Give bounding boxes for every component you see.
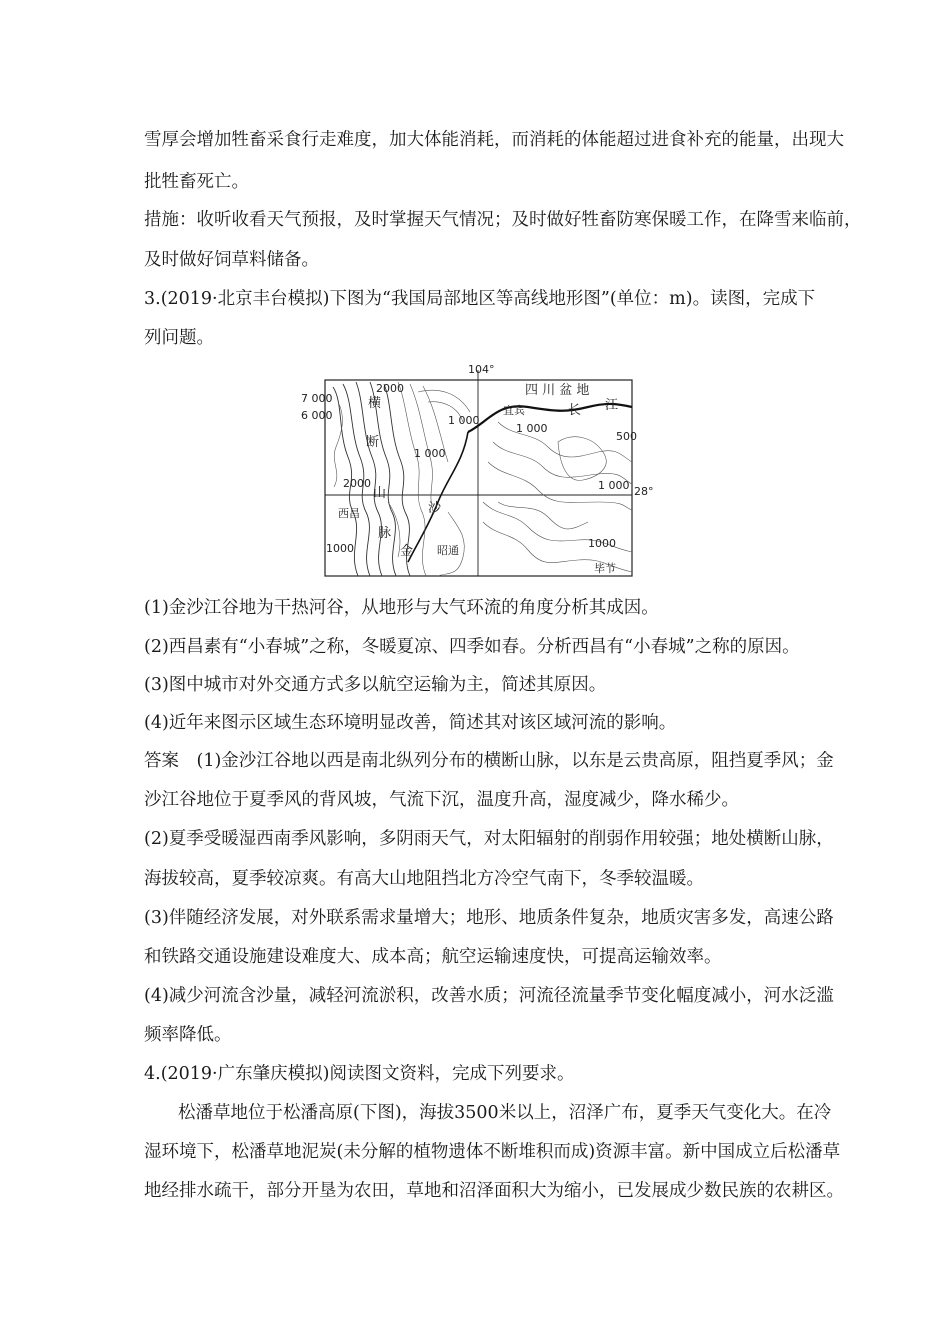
answer-line: 答案 (1)金沙江谷地以西是南北纵列分布的横断山脉，以东是云贵高原，阻挡夏季风；金 [144,751,834,771]
question-3-line: 3.(2019·北京丰台模拟)下图为“我国局部地区等高线地形图”(单位：m)。读图，完成下 [144,289,816,309]
paragraph-line: 批牲畜死亡。 [144,172,249,192]
answer-line: (4)减少河流含沙量，减轻河流淤积，改善水质；河流径流量季节变化幅度减小，河水泛滥 [144,986,834,1006]
sub-question-2: (2)西昌素有“小春城”之称，冬暖夏凉、四季如春。分析西昌有“小春城”之称的原因。 [144,637,800,657]
answer-line: (3)伴随经济发展，对外联系需求量增大；地形、地质条件复杂，地质灾害多发，高速公路 [144,908,834,928]
answer-line: (2)夏季受暖湿西南季风影响，多阴雨天气，对太阳辐射的削弱作用较强；地处横断山脉， [144,829,834,849]
map-label-sha: 沙 [428,501,442,516]
elevation-label: 1000 [326,542,354,555]
elevation-label: 1 000 [448,414,480,427]
elevation-label: 2000 [376,382,404,395]
answer-line: 沙江谷地位于夏季风的背风坡，气流下沉，温度升高，湿度减少，降水稀少。 [144,790,739,810]
reading-line: 地经排水疏干，部分开垦为农田，草地和沼泽面积大为缩小，已发展成少数民族的农耕区。 [144,1181,844,1201]
answer-line: 频率降低。 [144,1025,232,1045]
map-label-xichang: 西昌 [338,507,360,520]
question-3-line: 列问题。 [144,328,214,348]
sub-question-4: (4)近年来图示区域生态环境明显改善，简述其对该区域河流的影响。 [144,713,677,733]
map-label-basin: 四 川 盆 地 [525,383,590,398]
paragraph-line: 措施：收听收看天气预报，及时掌握天气情况；及时做好牲畜防寒保暖工作，在降雪来临前， [144,210,862,230]
elevation-label: 1 000 [414,447,446,460]
elevation-label: 500 [616,430,637,443]
elevation-label: 6 000 [301,409,333,422]
map-label-jiang: 江 [605,398,619,413]
elevation-label: 7 000 [301,392,333,405]
longitude-label: 104° [468,363,495,376]
map-label-chang: 长 [568,403,582,418]
reading-line: 湿环境下，松潘草地泥炭(未分解的植物遗体不断堆积而成)资源丰富。新中国成立后松潘草 [144,1142,841,1162]
sub-question-3: (3)图中城市对外交通方式多以航空运输为主，简述其原因。 [144,675,607,695]
elevation-label: 1 000 [516,422,548,435]
map-label-zhaotong: 昭通 [437,544,459,557]
latitude-label: 28° [634,485,654,498]
sub-question-1: (1)金沙江谷地为干热河谷，从地形与大气环流的角度分析其成因。 [144,598,659,618]
map-label-yibin: 宜宾 [503,404,525,417]
map-label-bijie: 毕节 [594,562,616,575]
paragraph-line: 雪厚会增加牲畜采食行走难度，加大体能消耗，而消耗的体能超过进食补充的能量，出现大 [144,130,844,150]
contour-map [298,362,654,580]
elevation-label: 1000 [588,537,616,550]
question-4-line: 4.(2019·广东肇庆模拟)阅读图文资料，完成下列要求。 [144,1064,575,1084]
paragraph-line: 及时做好饲草料储备。 [144,250,319,270]
map-label-jin: 金 [400,544,414,559]
map-label-heng: 横 [368,396,382,411]
elevation-label: 2000 [343,477,371,490]
map-label-shan: 山 [373,486,387,501]
map-label-duan: 断 [366,435,380,450]
elevation-label: 1 000 [598,479,630,492]
answer-line: 和铁路交通设施建设难度大、成本高；航空运输速度快，可提高运输效率。 [144,947,722,967]
answer-line: 海拔较高，夏季较凉爽。有高大山地阻挡北方冷空气南下，冬季较温暖。 [144,869,704,889]
reading-line: 松潘草地位于松潘高原(下图)，海拔3500米以上，沼泽广布，夏季天气变化大。在冷 [178,1103,832,1123]
map-label-mai: 脉 [378,526,392,541]
